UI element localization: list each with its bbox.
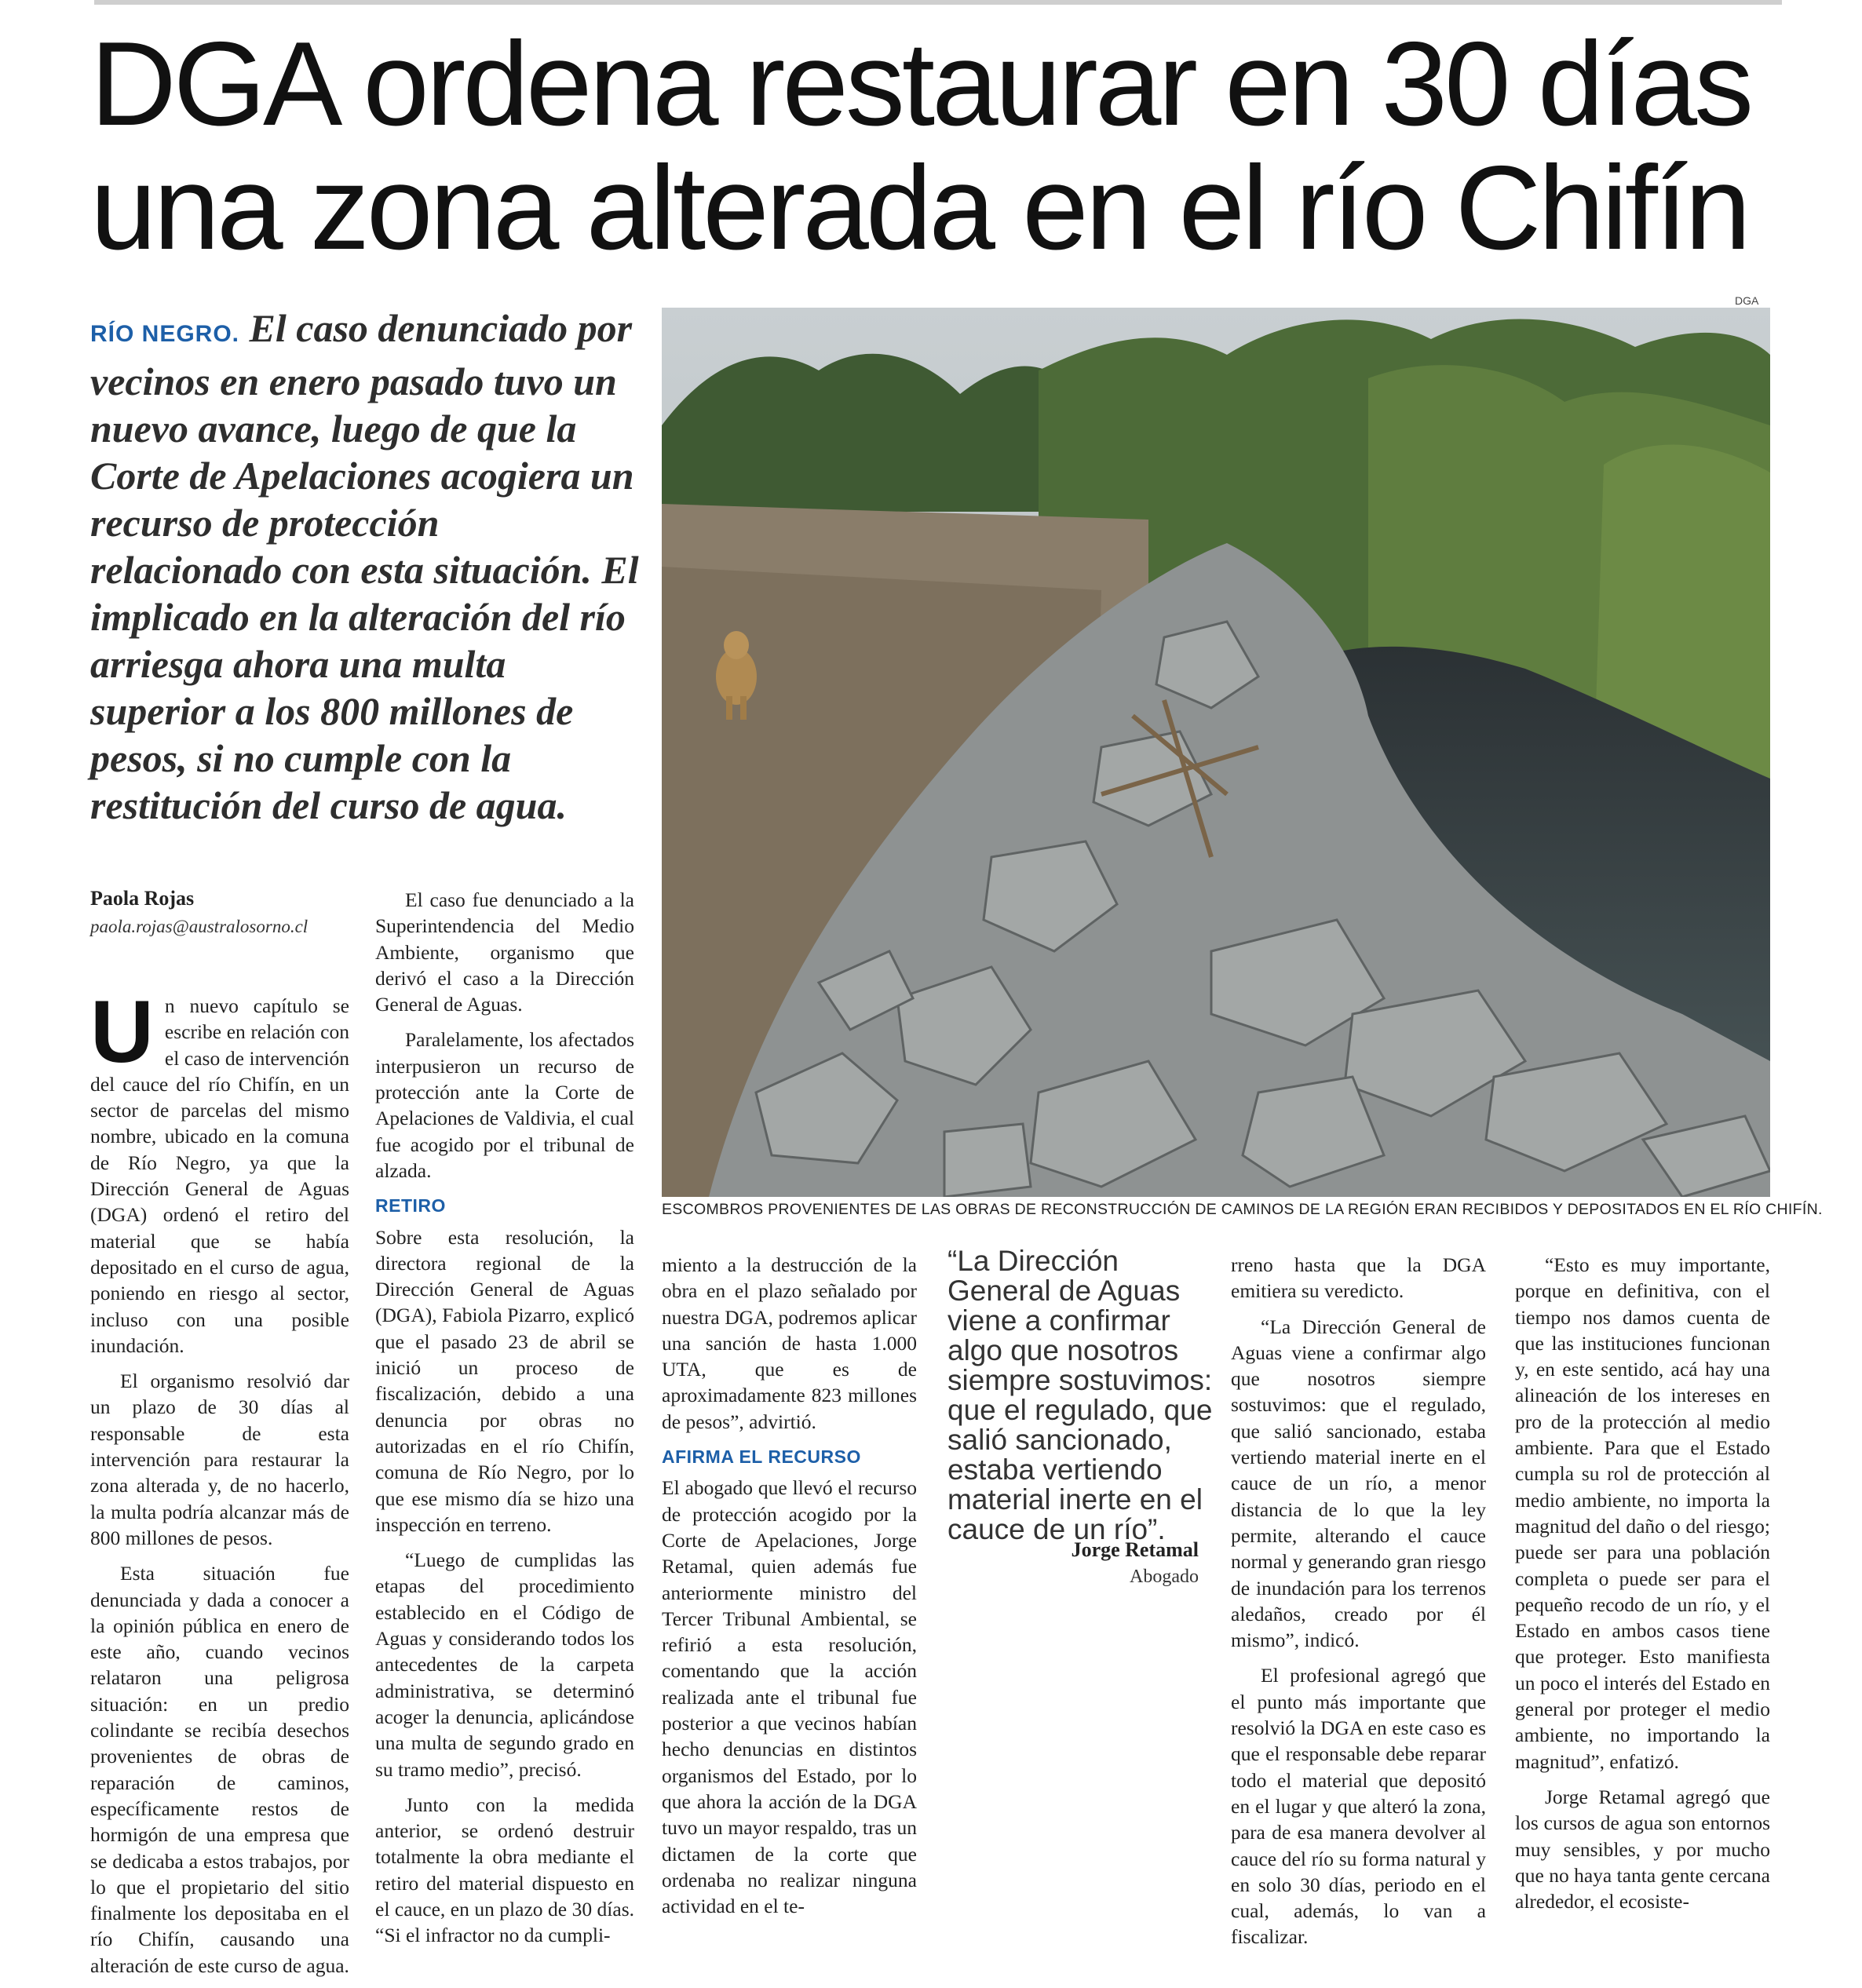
paragraph: El abogado que llevó el recurso de protección acogido por la Corte de Apelaciones, Jorge Retamal, quien además fue anteriormente ministro del Tercer Tribunal Ambiental, se refirió a esta resolución, comentando que la acción realizada ante el tribunal fue posterior a que vecinos habían hecho denuncias en distintos organismos del Estado, por lo que ahora la acción de la DGA tuvo un mayor respaldo, tras un dictamen de la corte que ordenaba no realizar ninguna actividad en el te- bbox=[662, 1476, 917, 1918]
article-column-3 bbox=[662, 1252, 917, 1928]
quote-author-name: Jorge Retamal bbox=[1071, 1538, 1199, 1561]
subhead-retiro: RETIRO bbox=[375, 1195, 446, 1217]
author-name: Paola Rojas bbox=[90, 887, 195, 910]
headline bbox=[90, 17, 1802, 275]
paragraph: rreno hasta que la DGA emitiera su veredicto. bbox=[1231, 1253, 1486, 1303]
paragraph: Sobre esta resolución, la directora regional de la Dirección General de Aguas (DGA), Fabiola Pizarro, explicó que el pasado 23 de abril se inició un proceso de fiscalización, debido a una denuncia por obras no autorizadas en el río Chifín, comuna de Río Negro, por lo que ese mismo día se hizo una inspección en terreno. bbox=[375, 1225, 634, 1536]
paragraph: “Luego de cumplidas las etapas del procedimiento establecido en el Código de Aguas y considerando todos los antecedentes de la carpeta administrativa, se determinó acoger la denuncia, aplicándose una multa de segundo grado en su tramo medio”, precisó. bbox=[375, 1548, 634, 1781]
quote-author-role: Abogado bbox=[1130, 1567, 1199, 1587]
pull-quote-attribution bbox=[947, 1538, 1199, 1588]
lead-paragraph bbox=[90, 305, 640, 829]
paragraph: Un nuevo capítulo se escribe en relación con el caso de intervención del cauce del río Chifín, en un sector de parcelas del mismo nombre, ubicado en la comuna de Río Negro, ya que la Dirección General de Aguas (DGA) ordenó el retiro del material que se había depositado en el curso de agua, poniendo en riesgo al sector, incluso con una posible inundación. bbox=[90, 983, 349, 1357]
photo-credit: DGA bbox=[1735, 294, 1759, 307]
paragraph: “La Dirección General de Aguas viene a confirmar algo que nosotros siempre sostuvimos: que el regulado, que salió sancionado, estaba vertiendo material inerte en el cauce de un río, a menor distancia de lo que la ley permite, alterando el cauce normal y generando gran riesgo de inundación para los terrenos aledaños, creado por él mismo”, indicó. bbox=[1231, 1315, 1486, 1652]
paragraph: Junto con la medida anterior, se ordenó destruir totalmente la obra mediante el retiro del material dispuesto en el cauce, en un plazo de 30 días. “Si el infractor no da cumpli- bbox=[375, 1793, 634, 1947]
pull-quote: “La Dirección General de Aguas viene a confirmar algo que nosotros siempre sostuvimos: que el regulado, que salió sancionado, estaba vertiendo material inerte en el cauce de un río”. bbox=[947, 1245, 1213, 1545]
article-column-6 bbox=[1515, 1252, 1770, 1924]
paragraph: El organismo resolvió dar un plazo de 30 días al responsable de esta intervención para restaurar la zona alterada y, de no hacerlo, la multa podría alcanzar más de 800 millones de pesos. bbox=[90, 1370, 349, 1549]
drop-cap: U bbox=[90, 983, 154, 1081]
top-rule bbox=[94, 0, 1782, 5]
article-column-5 bbox=[1231, 1252, 1486, 1960]
river-photo-illustration bbox=[662, 308, 1770, 1197]
article-column-1 bbox=[90, 983, 349, 1988]
article-column-2 bbox=[375, 887, 634, 1958]
paragraph: El caso fue denunciado a la Superintendencia del Medio Ambiente, organismo que derivó el caso a la Dirección General de Aguas. bbox=[375, 888, 634, 1016]
author-email[interactable]: paola.rojas@australosorno.cl bbox=[90, 917, 309, 936]
lead-text: El caso denunciado por vecinos en enero pasado tuvo un nuevo avance, luego de que la Corte de Apelaciones acogiera un recurso de protección relacionado con esta situación. El implicado en la alteración del río arriesga ahora una multa superior a los 800 millones de pesos, si no cumple con la restitución del curso de agua. bbox=[90, 306, 639, 827]
headline-line-2: una zona alterada en el río Chifín bbox=[90, 141, 1748, 275]
subhead-afirma-el-recurso: AFIRMA EL RECURSO bbox=[662, 1446, 861, 1468]
paragraph: “Esto es muy importante, porque en definitiva, con el tiempo nos damos cuenta de que las instituciones funcionan y, en este sentido, acá hay una alineación de los intereses en pro de la protección al medio ambiente. Para que el Estado cumpla su rol de protección al medio ambiente, no importa la magnitud del daño o del riesgo; puede ser para una población completa o puede ser para el pequeño recodo de un río, y el Estado en ambos casos tiene que proteger. Esto manifiesta un poco el interés del Estado en general por proteger el medio ambiente, no importando la magnitud”, enfatizó. bbox=[1515, 1253, 1770, 1773]
byline bbox=[90, 887, 389, 937]
paragraph: miento a la destrucción de la obra en el plazo señalado por nuestra DGA, podremos aplicar una sanción de hasta 1.000 UTA, que es de aproximadamente 823 millones de pesos”, advirtió. bbox=[662, 1253, 917, 1433]
paragraph: Esta situación fue denunciada y dada a conocer a la opinión pública en enero de este año, cuando vecinos relataron una peligrosa situación: en un predio colindante se recibía desechos provenientes de obras de reparación de caminos, específicamente restos de hormigón de una empresa que se dedicaba a estos trabajos, por lo que el propietario del sitio finalmente los depositaba en el río Chifín, causando una alteración de este curso de agua. bbox=[90, 1562, 349, 1977]
paragraph: Jorge Retamal agregó que los cursos de agua son entornos muy sensibles, y por mucho que no haya tanta gente cercana alrededor, el ecosiste- bbox=[1515, 1785, 1770, 1913]
paragraph: El profesional agregó que el punto más importante que resolvió la DGA en este caso es que el responsable debe reparar todo el material que depositó en el lugar y que alteró la zona, para de esa manera devolver al cauce del río su forma natural y en solo 30 días, periodo en el cual, además, lo van a fiscalizar. bbox=[1231, 1664, 1486, 1949]
headline-line-1: DGA ordena restaurar en 30 días bbox=[90, 17, 1751, 151]
river-photo bbox=[662, 308, 1770, 1197]
paragraph: Paralelamente, los afectados interpusieron un recurso de protección ante la Corte de Apelaciones de Valdivia, el cual fue acogido por el tribunal de alzada. bbox=[375, 1028, 634, 1182]
photo-caption: ESCOMBROS PROVENIENTES DE LAS OBRAS DE RECONSTRUCCIÓN DE CAMINOS DE LA REGIÓN ERAN RECIBIDOS Y DEPOSITADOS EN EL RÍO CHIFÍN. bbox=[662, 1201, 1823, 1218]
lead-kicker: RÍO NEGRO. bbox=[90, 321, 240, 347]
